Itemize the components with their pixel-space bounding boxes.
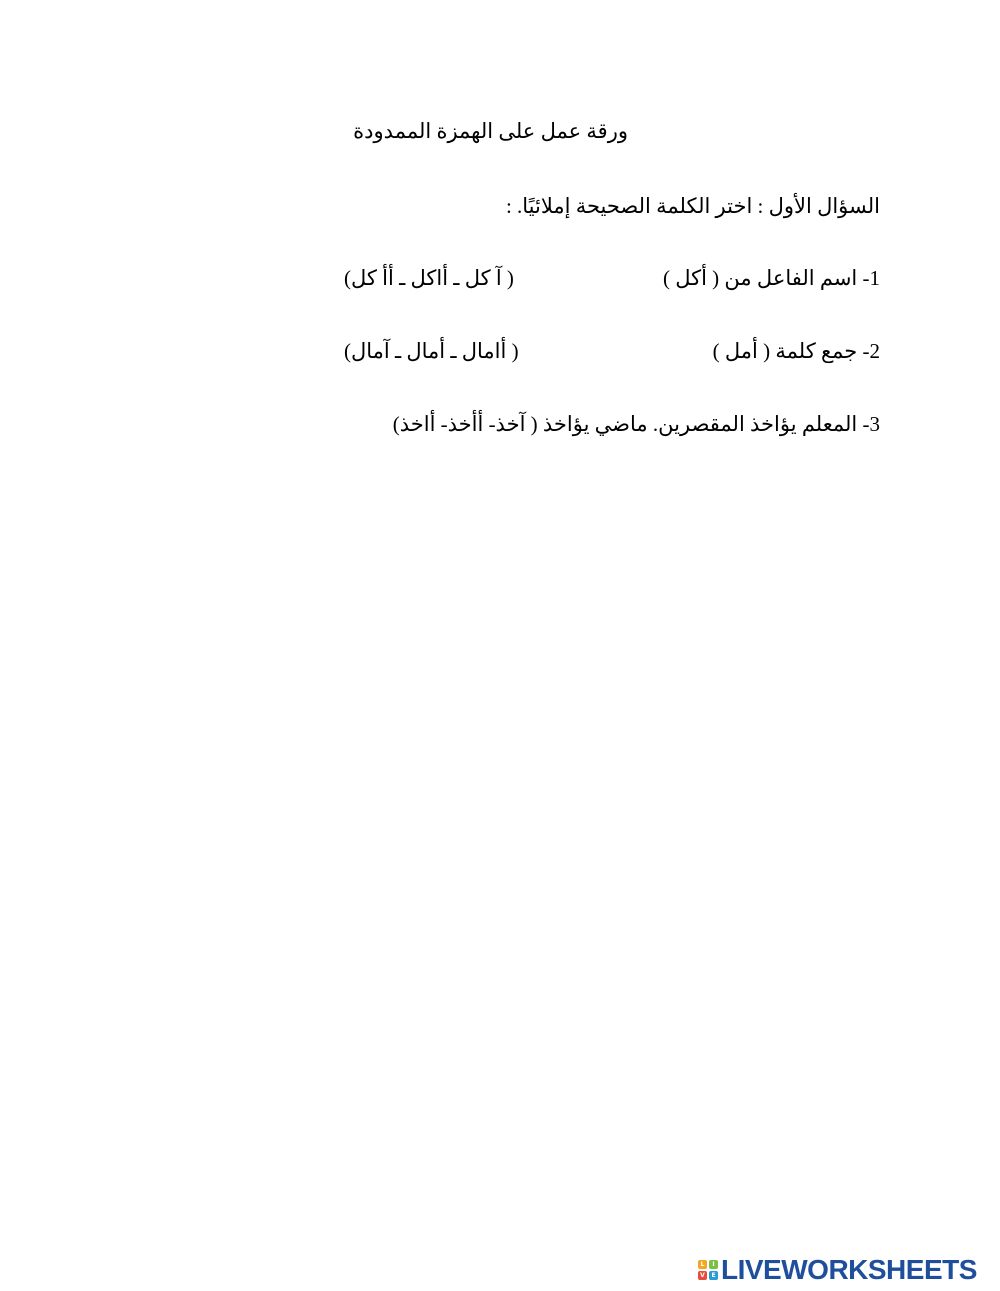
- item-2-choices[interactable]: ( أامال ـ أمال ـ آمال): [344, 339, 519, 363]
- liveworksheets-logo: [698, 1256, 977, 1284]
- logo-letter-v: V: [698, 1271, 707, 1280]
- item-2-prompt: 2- جمع كلمة ( أمل ): [712, 339, 880, 363]
- logo-letter-i: I: [709, 1260, 718, 1269]
- item-1-choices[interactable]: ( آ كل ـ أاكل ـ أأ كل): [344, 266, 514, 290]
- logo-letter-e: E: [709, 1271, 718, 1280]
- logo-wordmark: LIVEWORKSHEETS: [721, 1254, 977, 1285]
- item-1-prompt: 1- اسم الفاعل من ( أكل ): [662, 266, 880, 290]
- worksheet-title: ورقة عمل على الهمزة الممدودة: [353, 119, 628, 143]
- question-heading: السؤال الأول : اختر الكلمة الصحيحة إملائيًا. :: [505, 194, 880, 218]
- item-3-prompt[interactable]: 3- المعلم يؤاخذ المقصرين. ماضي يؤاخذ ( آخذ- أأخذ- أاخذ): [392, 412, 880, 436]
- logo-letter-l: L: [698, 1260, 707, 1269]
- logo-grid-icon: [698, 1260, 718, 1280]
